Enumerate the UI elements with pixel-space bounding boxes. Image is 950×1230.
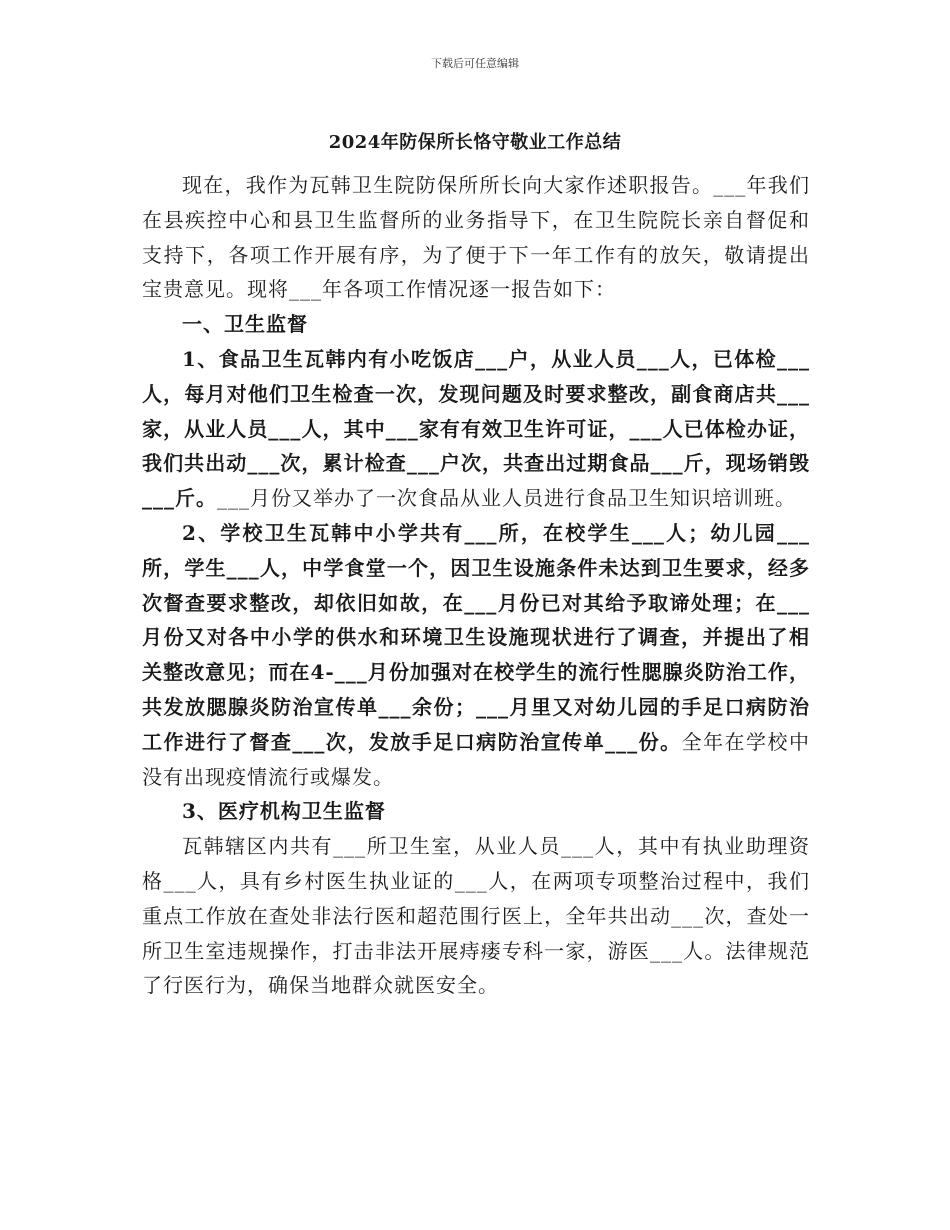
school-hygiene-normal-text: 全年在学校中没有出现疫情流行或爆发。 (142, 729, 811, 789)
intro-paragraph: 现在，我作为瓦韩卫生院防保所所长向大家作述职报告。___年我们在县疾控中心和县卫生监督所的业务指导下，在卫生院院长亲自督促和支持下，各项工作开展有序，为了便于下一年工作有的放矢，敬请提出宝贵意见。现将___年各项工作情况逐一报告如下： (142, 173, 810, 302)
document-body (142, 168, 810, 1003)
food-hygiene-paragraph (142, 342, 810, 516)
section-heading-health-supervision: 一、卫生监督 (182, 312, 308, 337)
food-hygiene-bold-text: 1、食品卫生瓦韩内有小吃饭店___户，从业人员___人，已体检___人，每月对他们卫生检查一次，发现问题及时要求整改，副食商店共___家，从业人员___人，其中___家有有效卫生许可证，___人已体检办证，我们共出动___次，累计检查___户次，共查出过期食品___斤，现场销毁___斤。 (142, 346, 810, 511)
document-title: 2024年防保所长恪守敬业工作总结 (328, 132, 622, 153)
medical-institutions-paragraph: 瓦韩辖区内共有___所卫生室，从业人员___人，其中有执业助理资格___人，具有乡村医生执业证的___人，在两项专项整治过程中，我们重点工作放在查处非法行医和超范围行医上，全年共出动___次，查处一所卫生室违规操作，打击非法开展痔瘘专科一家，游医___人。法律规范了行医行为，确保当地群众就医安全。 (142, 834, 810, 998)
food-hygiene-normal-text: ___月份又举办了一次食品从业人员进行食品卫生知识培训班。 (217, 486, 796, 511)
school-hygiene-paragraph (142, 516, 810, 794)
school-hygiene-bold-text: 2、学校卫生瓦韩中小学共有___所，在校学生___人；幼儿园___所，学生___人，中学食堂一个，因卫生设施条件未达到卫生要求，经多次督查要求整改，却依旧如故，在___月份已对其给予取谛处理；在___月份又对各中小学的供水和环境卫生设施现状进行了调查，并提出了相关整改意见；而在4-___月份加强对在校学生的流行性腮腺炎防治工作，共发放腮腺炎防治宣传单___余份；___月里又对幼儿园的手足口病防治工作进行了督查___次，发放手足口病防治宣传单___份。 (142, 520, 810, 754)
header-note: 下载后可任意编辑 (431, 57, 519, 70)
section-heading-medical-institutions: 3、医疗机构卫生监督 (182, 799, 386, 824)
